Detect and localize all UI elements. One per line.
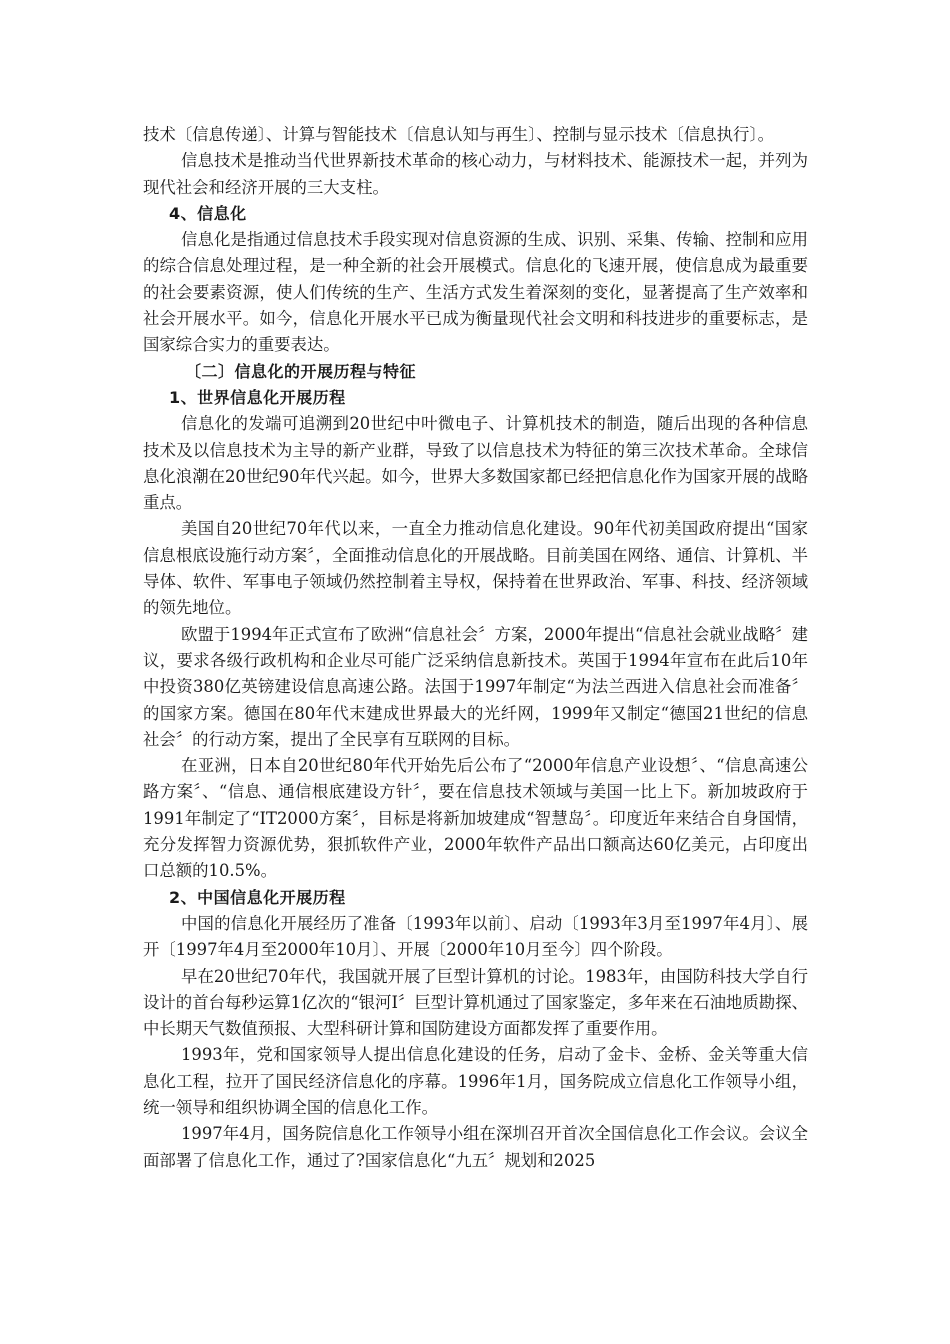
body-paragraph: 信息化是指通过信息技术手段实现对信息资源的生成、识别、采集、传输、控制和应用的综合信息处理过程，是一种全新的社会开展模式。信息化的飞速开展，使信息成为最重要的社会要素资源，使人们传统的生产、生活方式发生着深刻的变化，显著提高了生产效率和社会开展水平。如今，信息化开展水平已成为衡量现代社会文明和科技进步的重要标志，是国家综合实力的重要表达。 xyxy=(143,230,808,355)
body-paragraph: 信息化的发端可追溯到20世纪中叶微电子、计算机技术的制造，随后出现的各种信息技术及以信息技术为主导的新产业群，导致了以信息技术为特征的第三次技术革命。全球信息化浪潮在20世纪90年代兴起。如今，世界大多数国家都已经把信息化作为国家开展的战略重点。 xyxy=(143,414,808,513)
body-paragraph: 美国自20世纪70年代以来，一直全力推动信息化建设。90年代初美国政府提出“国家信息根底设施行动方案〞，全面推动信息化的开展战略。目前美国在网络、通信、计算机、半导体、软件、军事电子领域仍然控制着主导权，保持着在世界政治、军事、科技、经济领域的领先地位。 xyxy=(143,519,808,618)
body-paragraph: 技术〔信息传递〕、计算与智能技术〔信息认知与再生〕、控制与显示技术〔信息执行〕。 xyxy=(143,125,775,144)
body-paragraph: 信息技术是推动当代世界新技术革命的核心动力，与材料技术、能源技术一起，并列为现代社会和经济开展的三大支柱。 xyxy=(143,151,808,197)
body-paragraph: 中国的信息化开展经历了准备〔1993年以前〕、启动〔1993年3月至1997年4月〕、展开〔1997年4月至2000年10月〕、开展〔2000年10月至今〕四个阶段。 xyxy=(143,913,808,960)
body-paragraph: 1997年4月，国务院信息化工作领导小组在深圳召开首次全国信息化工作会议。会议全面部署了信息化工作，通过了?国家信息化“九五〞规划和2025 xyxy=(143,1124,808,1170)
body-paragraph: 欧盟于1994年正式宣布了欧洲“信息社会〞方案，2000年提出“信息社会就业战略〞建议，要求各级行政机构和企业尽可能广泛采纳信息新技术。英国于1994年宣布在此后10年中投资380亿英镑建设信息高速公路。法国于1997年制定“为法兰西进入信息社会而准备〞的国家方案。德国在80年代末建成世界最大的光纤网，1999年又制定“德国21世纪的信息社会〞的行动方案，提出了全民享有互联网的目标。 xyxy=(143,624,808,749)
body-paragraph: 1993年，党和国家领导人提出信息化建设的任务，启动了金卡、金桥、金关等重大信息化工程，拉开了国民经济信息化的序幕。1996年1月，国务院成立信息化工作领导小组，统一领导和组织协调全国的信息化工作。 xyxy=(143,1045,808,1117)
numbered-heading: 1、世界信息化开展历程 xyxy=(169,387,346,407)
numbered-heading: 2、中国信息化开展历程 xyxy=(169,887,346,907)
section-heading: 〔二〕信息化的开展历程与特征 xyxy=(185,361,417,381)
body-paragraph: 早在20世纪70年代，我国就开展了巨型计算机的讨论。1983年，由国防科技大学自行设计的首台每秒运算1亿次的“银河Ⅰ〞巨型计算机通过了国家鉴定，多年来在石油地质勘探、中长期天气数值预报、大型科研计算和国防建设方面都发挥了重要作用。 xyxy=(143,966,808,1039)
document-body xyxy=(143,122,808,1174)
numbered-heading: 4、信息化 xyxy=(169,203,247,223)
body-paragraph: 在亚洲，日本自20世纪80年代开始先后公布了“2000年信息产业设想〞、“信息高速公路方案〞、“信息、通信根底建设方针〞，要在信息技术领域与美国一比上下。新加坡政府于1991年制定了“IT2000方案〞，目标是将新加坡建成“智慧岛〞。印度近年来结合自身国情，充分发挥智力资源优势，狠抓软件产业，2000年软件产品出口额高达60亿美元，占印度出口总额的10.5%。 xyxy=(143,756,808,881)
